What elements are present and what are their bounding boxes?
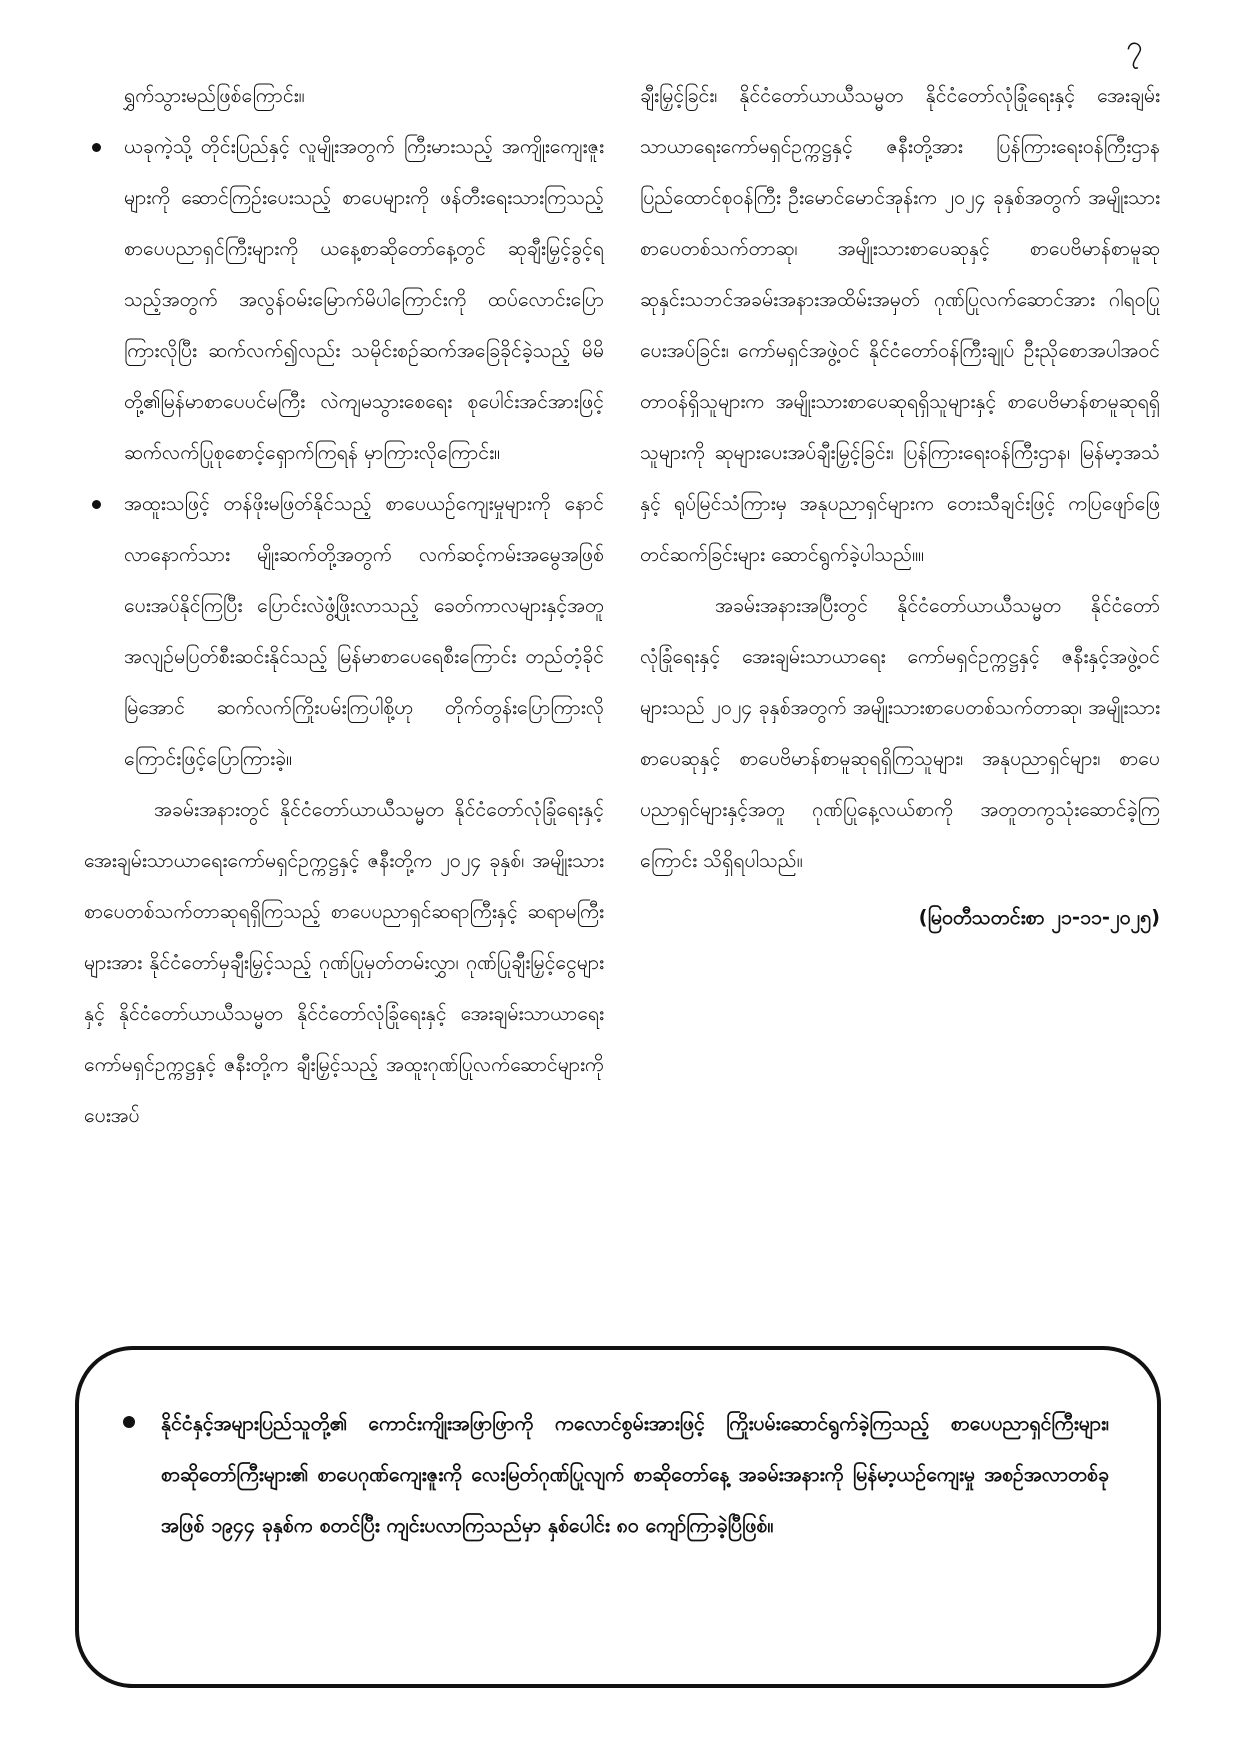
callout-item — [123, 1398, 1109, 1551]
source-citation: (မြဝတီသတင်းစာ ၂၁-၁၁-၂၀၂၅) — [918, 906, 1160, 929]
body-paragraph: အခမ်းအနားတွင် နိုင်ငံတော်ယာယီသမ္မတ နိုင်ငံတော်လုံခြုံရေးနှင့် အေးချမ်းသာယာရေးကော်မရှင်ဥက္ကဋ္ဌနှင့် ဇနီးတို့က ၂၀၂၄ ခုနှစ်၊ အမျိုးသားစာပေတစ်သက်တာဆုရရှိကြသည့် စာပေပညာရှင်ဆရာကြီးနှင့် ဆရာမကြီးများအား နိုင်ငံတော်မှချီးမြှင့်သည့် ဂုဏ်ပြုမှတ်တမ်းလွှာ၊ ဂုဏ်ပြုချီးမြှင့်ငွေများနှင့် နိုင်ငံတော်ယာယီသမ္မတ နိုင်ငံတော်လုံခြုံရေးနှင့် အေးချမ်းသာယာရေးကော်မရှင်ဥက္ကဋ္ဌနှင့် ဇနီးတို့က ချီးမြှင့်သည့် အထူးဂုဏ်ပြုလက်ဆောင်များကို ပေးအပ် — [84, 798, 604, 1127]
bullet-dot-icon — [92, 500, 101, 509]
bullet-dot-icon — [123, 1416, 135, 1428]
body-paragraph: အခမ်းအနားအပြီးတွင် နိုင်ငံတော်ယာယီသမ္မတ နိုင်ငံတော်လုံခြုံရေးနှင့် အေးချမ်းသာယာရေး ကော်မရှင်ဥက္ကဋ္ဌနှင့် ဇနီးနှင့်အဖွဲ့ဝင်များသည် ၂၀၂၄ ခုနှစ်အတွက် အမျိုးသားစာပေတစ်သက်တာဆု၊ အမျိုးသားစာပေဆုနှင့် စာပေဗိမာန်စာမူဆုရရှိကြသူများ၊ အနုပညာရှင်များ၊ စာပေပညာရှင်များနှင့်အတူ ဂုဏ်ပြုနေ့လယ်စာကို အတူတကွသုံးဆောင်ခဲ့ကြကြောင်း သိရှိရပါသည်။ — [640, 594, 1160, 872]
body-paragraph: ချီးမြှင့်ခြင်း၊ နိုင်ငံတော်ယာယီသမ္မတ နိုင်ငံတော်လုံခြုံရေးနှင့် အေးချမ်းသာယာရေးကော်မရှင်ဥက္ကဋ္ဌနှင့် ဇနီးတို့အား ပြန်ကြားရေးဝန်ကြီးဌာန ပြည်ထောင်စုဝန်ကြီး ဦးမောင်မောင်အုန်းက ၂၀၂၄ ခုနှစ်အတွက် အမျိုးသားစာပေတစ်သက်တာဆု၊ အမျိုးသားစာပေဆုနှင့် စာပေဗိမာန်စာမူဆု ဆုနှင်းသဘင်အခမ်းအနားအထိမ်းအမှတ် ဂုဏ်ပြုလက်ဆောင်အား ဂါရဝပြုပေးအပ်ခြင်း၊ ကော်မရှင်အဖွဲ့ဝင် နိုင်ငံတော်ဝန်ကြီးချုပ် ဦးညိုစောအပါအဝင် တာဝန်ရှိသူများက အမျိုးသားစာပေဆုရရှိသူများနှင့် စာပေဗိမာန်စာမူဆုရရှိသူများကို ဆုများပေးအပ်ချီးမြှင့်ခြင်း၊ ပြန်ကြားရေးဝန်ကြီးဌာန၊ မြန်မာ့အသံနှင့် ရုပ်မြင်သံကြားမှ အနုပညာရှင်များက တေးသီချင်းဖြင့် ကပြဖျော်ဖြေတင်ဆက်ခြင်းများ ဆောင်ရွက်ခဲ့ပါသည်။။ — [640, 84, 1160, 566]
callout-text: နိုင်ငံနှင့်အများပြည်သူတို့၏ ကောင်းကျိုးအဖြာဖြာကို ကလောင်စွမ်းအားဖြင့် ကြိုးပမ်းဆောင်ရွက်ခဲ့ကြသည့် စာပေပညာရှင်ကြီးများ၊ စာဆိုတော်ကြီးများ၏ စာပေဂုဏ်ကျေးဇူးကို လေးမြတ်ဂုဏ်ပြုလျက် စာဆိုတော်နေ့ အခမ်းအနားကို မြန်မာ့ယဉ်ကျေးမှု အစဉ်အလာတစ်ခုအဖြစ် ၁၉၄၄ ခုနှစ်က စတင်ပြီး ကျင်းပလာကြသည်မှာ နှစ်ပေါင်း ၈၀ ကျော်ကြာခဲ့ပြီဖြစ်။ — [161, 1412, 1109, 1537]
bullet-dot-icon — [92, 143, 101, 152]
bullet-item — [84, 121, 604, 478]
right-column — [640, 70, 1160, 943]
bullet-text: ယခုကဲ့သို့ တိုင်းပြည်နှင့် လူမျိုးအတွက် ကြီးမားသည့် အကျိုးကျေးဇူးများကို ဆောင်ကြဉ်းပေးသည့် စာပေများကို ဖန်တီးရေးသားကြသည့် စာပေပညာရှင်ကြီးများကို ယနေ့စာဆိုတော်နေ့တွင် ဆုချီးမြှင့်ခွင့်ရသည့်အတွက် အလွန်ဝမ်းမြောက်မိပါကြောင်းကို ထပ်လောင်းပြောကြားလိုပြီး ဆက်လက်၍လည်း သမိုင်းစဉ်ဆက်အခြေခိုင်ခဲ့သည့် မိမိတို့၏မြန်မာစာပေပင်မကြီး လဲကျမသွားစေရေး စုပေါင်းအင်အားဖြင့် ဆက်လက်ပြုစုစောင့်ရှောက်ကြရန် မှာကြားလိုကြောင်း။ — [124, 135, 604, 464]
page-number: ၇ — [1126, 29, 1143, 64]
bullet-item — [84, 478, 604, 784]
highlight-box — [75, 1346, 1161, 1688]
continuation-text: ရွှက်သွားမည်ဖြစ်ကြောင်း။ — [124, 84, 305, 107]
left-column — [84, 70, 604, 1141]
bullet-text: အထူးသဖြင့် တန်ဖိုးမဖြတ်နိုင်သည့် စာပေယဉ်ကျေးမှုများကို နောင်လာနောက်သား မျိုးဆက်တို့အတွက် လက်ဆင့်ကမ်းအမွေအဖြစ် ပေးအပ်နိုင်ကြပြီး ပြောင်းလဲဖွံ့ဖြိုးလာသည့် ခေတ်ကာလများနှင့်အတူ အလျဉ်မပြတ်စီးဆင်းနိုင်သည့် မြန်မာစာပေရေစီးကြောင်း တည်တံ့ခိုင်မြဲအောင် ဆက်လက်ကြိုးပမ်းကြပါစို့ဟု တိုက်တွန်းပြောကြားလို ကြောင်းဖြင့်ပြောကြားခဲ့။ — [124, 492, 604, 770]
